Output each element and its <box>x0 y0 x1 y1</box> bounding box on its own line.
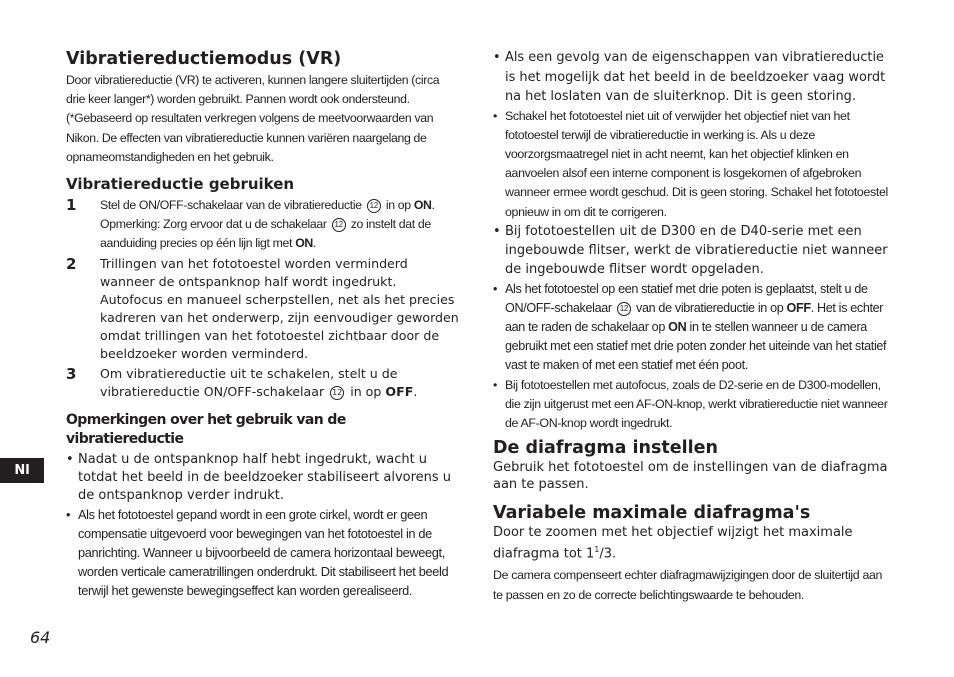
notes-list-continued <box>493 48 889 433</box>
variable-text: Door te zoomen met het objectief wijzigt het maximale diafragma tot $1^1/3$. <box>493 525 853 562</box>
section-title-aperture: De diafragma instellen <box>493 438 718 459</box>
step-number: 1 <box>66 196 77 215</box>
list-item: • Als een gevolg van de eigenschappen van vibratiereductie is het mogelijk dat het beeld in de beeldzoeker vaag wordt na het loslaten van de sluiterknop. Dit is geen storing. <box>493 50 886 104</box>
language-tab: Nl <box>0 458 44 483</box>
subsection-title-using: Vibratiereductie gebruiken <box>66 175 295 194</box>
step-3 <box>66 365 460 401</box>
switch-marker-icon: 12 <box>367 199 381 213</box>
variable-text-2: De camera compenseert echter diafragmawijzigingen door de sluitertijd aan te passen en zo de correcte belichtingswaarde te behouden. <box>493 567 883 602</box>
list-item: • Nadat u de ontspanknop half hebt ingedrukt, wacht u totdat het beeld in de beeldzoeker stabiliseert alvorens u de ontspanknop verder indrukt. <box>66 451 452 503</box>
vr-intro: Door vibratiereductie (VR) te activeren, kunnen langere sluitertijden (circa drie keer langer*) worden gebruikt. Pannen wordt ook ondersteund. (*Gebaseerd op resultaten verkregen volgens de meetvoorwaarden van Nikon. De effecten van vibratiereductie kunnen variëren naargelang de opnameomstandigheden en het gebruik. <box>66 73 440 164</box>
list-item: • Als het fototoestel gepand wordt in een grote cirkel, wordt er geen compensatie uitgevoerd voor bewegingen van het fototoestel in de panrichting. Wanneer u bijvoorbeeld de camera horizontaal beweegt, worden verticale cameratrillingen onderdrukt. Dit stabiliseert het beeld terwijl het gewenste bewegingseffect kan worden gerealiseerd. <box>66 506 449 599</box>
step-2-text: Trillingen van het fototoestel worden verminderd wanneer de ontspanknop half wordt ingedrukt. Autofocus en manueel scherpstellen, net als het precies kadreren van het onderwerp, zijn eenvoudiger geworden omdat trillingen van het fototoestel zichtbaar door de beeldzoeker worden verminderd. <box>100 255 459 361</box>
switch-marker-icon: 12 <box>617 302 631 316</box>
switch-marker-icon: 12 <box>330 386 344 400</box>
switch-marker-icon: 12 <box>332 218 346 232</box>
right-column <box>493 48 889 605</box>
notes-list <box>66 451 460 601</box>
step-number: 2 <box>66 254 77 273</box>
page-number: 64 <box>30 628 51 647</box>
list-item: • Schakel het fototoestel niet uit of verwijder het objectief niet van het fototoestel terwijl de vibratiereductie in werking is. Als u deze voorzorgsmaatregel niet in acht neemt, kan het objectief klinken en aanvoelen alsof een interne component is losgekomen of afgebroken wanneer ermee wordt geschud. Dit is geen storing. Schakel het fototoestel opnieuw in om dit te corrigeren. <box>493 108 888 219</box>
step-number: 3 <box>66 364 77 383</box>
step-2 <box>66 255 460 363</box>
step-3-text: Om vibratiereductie uit te schakelen, stelt u de vibratiereductie ON/OFF-schakelaar 12 in op OFF. <box>100 365 418 399</box>
step-1-note: Opmerking: Zorg ervoor dat u de schakelaar 12 zo instelt dat de aanduiding precies op één lijn ligt met ON. <box>100 217 431 251</box>
left-column <box>66 48 460 601</box>
section-title-vr: Vibratiereductiemodus (VR) <box>66 49 342 69</box>
superscript: 1 <box>594 545 600 555</box>
subsection-title-notes: Opmerkingen over het gebruik van de vibratiereductie <box>66 411 346 447</box>
list-item: • Bij fototoestellen met autofocus, zoals de D2-serie en de D300-modellen, die zijn uitgerust met een AF-ON-knop, werkt vibratiereductie niet wanneer de AF-ON-knop wordt ingedrukt. <box>493 377 888 431</box>
step-1-text: Stel de ON/OFF-schakelaar van de vibratiereductie 12 in op ON. <box>100 198 435 213</box>
aperture-text: Gebruik het fototoestel om de instellingen van de diafragma aan te passen. <box>493 460 888 493</box>
step-1 <box>66 196 460 254</box>
section-title-variable: Variabele maximale diafragma's <box>493 503 811 524</box>
list-item: • Als het fototoestel op een statief met drie poten is geplaatst, stelt u de ON/OFF-schakelaar 12 van de vibratiereductie in op OFF. Het is echter aan te raden de schakelaar op ON in te stellen wanneer u de camera gebruikt met een statief met drie poten zonder het uiteinde van het statief vast te maken of met een statief met één poot. <box>493 281 887 373</box>
list-item: • Bij fototoestellen uit de D300 en de D40-serie met een ingebouwde flitser, werkt de vibratiereductie niet wanneer de ingebouwde flitser wordt opgeladen. <box>493 223 888 278</box>
